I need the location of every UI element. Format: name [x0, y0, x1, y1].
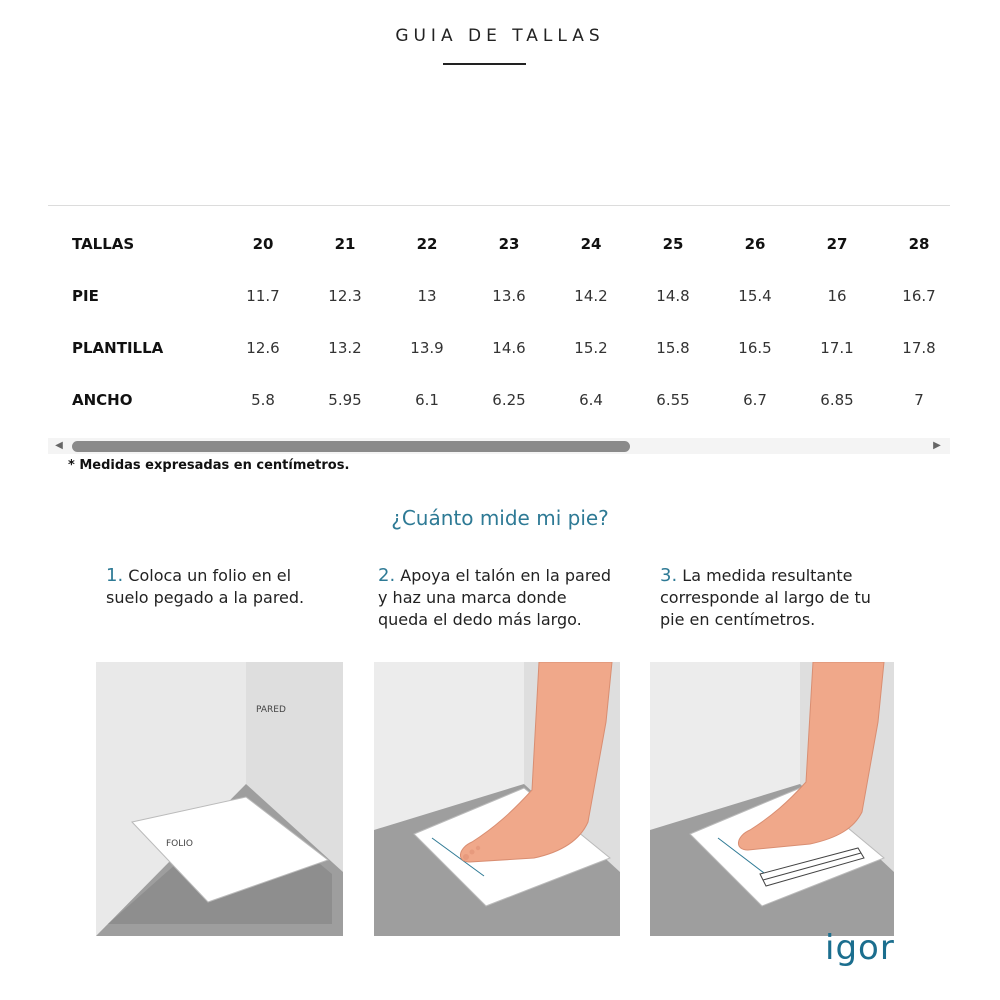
right-arrow-icon[interactable]: ▶ — [933, 440, 941, 451]
measure-cell: 16 — [827, 287, 847, 305]
size-header-cell: 23 — [498, 235, 520, 253]
step-text-line: queda el dedo más largo. — [378, 610, 582, 629]
measure-cell: 15.4 — [738, 287, 772, 305]
step-number: 2. — [378, 565, 396, 586]
measure-cell: 11.7 — [246, 287, 280, 305]
measure-cell: 14.2 — [574, 287, 608, 305]
table-divider — [48, 205, 950, 206]
size-header-cell: 28 — [908, 235, 930, 253]
measure-cell: 17.1 — [820, 339, 854, 357]
size-header-cell: 25 — [662, 235, 684, 253]
step-text-line: y haz una marca donde — [378, 588, 567, 607]
step-1 — [106, 565, 304, 609]
size-header-cell: 27 — [826, 235, 848, 253]
table-header-row — [60, 218, 960, 270]
measure-cell: 6.4 — [579, 391, 603, 409]
step-number: 1. — [106, 565, 124, 586]
measure-cell: 6.7 — [743, 391, 767, 409]
measure-cell: 5.8 — [251, 391, 275, 409]
table-row — [60, 270, 960, 322]
step-text-line: corresponde al largo de tu — [660, 588, 871, 607]
measure-cell: 14.8 — [656, 287, 690, 305]
measure-cell: 16.5 — [738, 339, 772, 357]
step-text-line: Coloca un folio en el — [128, 566, 292, 585]
measure-cell: 6.1 — [415, 391, 439, 409]
measure-cell: 14.6 — [492, 339, 526, 357]
measure-cell: 17.8 — [902, 339, 936, 357]
measure-cell: 12.6 — [246, 339, 280, 357]
section-heading: ¿Cuánto mide mi pie? — [391, 506, 609, 530]
brand-logo: igor — [825, 928, 895, 968]
row-label: PIE — [72, 287, 99, 305]
sheet-label: FOLIO — [166, 839, 194, 849]
wall-label: PARED — [256, 705, 286, 715]
measure-cell: 6.55 — [656, 391, 690, 409]
step-number: 3. — [660, 565, 678, 586]
table-row — [60, 374, 960, 426]
illustration-step-2 — [374, 662, 620, 936]
measure-cell: 13 — [417, 287, 437, 305]
measure-cell: 13.6 — [492, 287, 526, 305]
row-label: TALLAS — [72, 235, 135, 253]
size-header-cell: 21 — [334, 235, 356, 253]
step-3 — [660, 565, 871, 631]
illustration-step-3 — [650, 662, 894, 936]
scrollbar-thumb[interactable] — [72, 441, 630, 452]
measure-cell: 6.25 — [492, 391, 526, 409]
measure-cell: 6.85 — [820, 391, 854, 409]
measure-cell: 5.95 — [328, 391, 362, 409]
measure-cell: 13.9 — [410, 339, 444, 357]
measure-cell: 15.2 — [574, 339, 608, 357]
measure-cell: 13.2 — [328, 339, 362, 357]
illustration-step-1 — [96, 662, 343, 936]
step-text-line: pie en centímetros. — [660, 610, 816, 629]
table-row — [60, 322, 960, 374]
measure-cell: 16.7 — [902, 287, 936, 305]
measure-cell: 12.3 — [328, 287, 362, 305]
size-header-cell: 22 — [416, 235, 438, 253]
size-table — [60, 218, 960, 426]
left-arrow-icon[interactable]: ◀ — [55, 440, 63, 451]
step-text-line: La medida resultante — [682, 566, 853, 585]
size-header-cell: 24 — [580, 235, 602, 253]
units-note: * Medidas expresadas en centímetros. — [68, 458, 350, 473]
measure-cell: 15.8 — [656, 339, 690, 357]
row-label: ANCHO — [72, 391, 133, 409]
size-header-cell: 26 — [744, 235, 766, 253]
page-title: GUIA DE TALLAS — [395, 26, 605, 46]
row-label: PLANTILLA — [72, 339, 164, 357]
step-text-line: suelo pegado a la pared. — [106, 588, 305, 607]
step-2 — [378, 565, 611, 631]
size-header-cell: 20 — [252, 235, 274, 253]
measure-cell: 7 — [914, 391, 924, 409]
title-underline — [443, 63, 526, 65]
step-text-line: Apoya el talón en la pared — [400, 566, 612, 585]
